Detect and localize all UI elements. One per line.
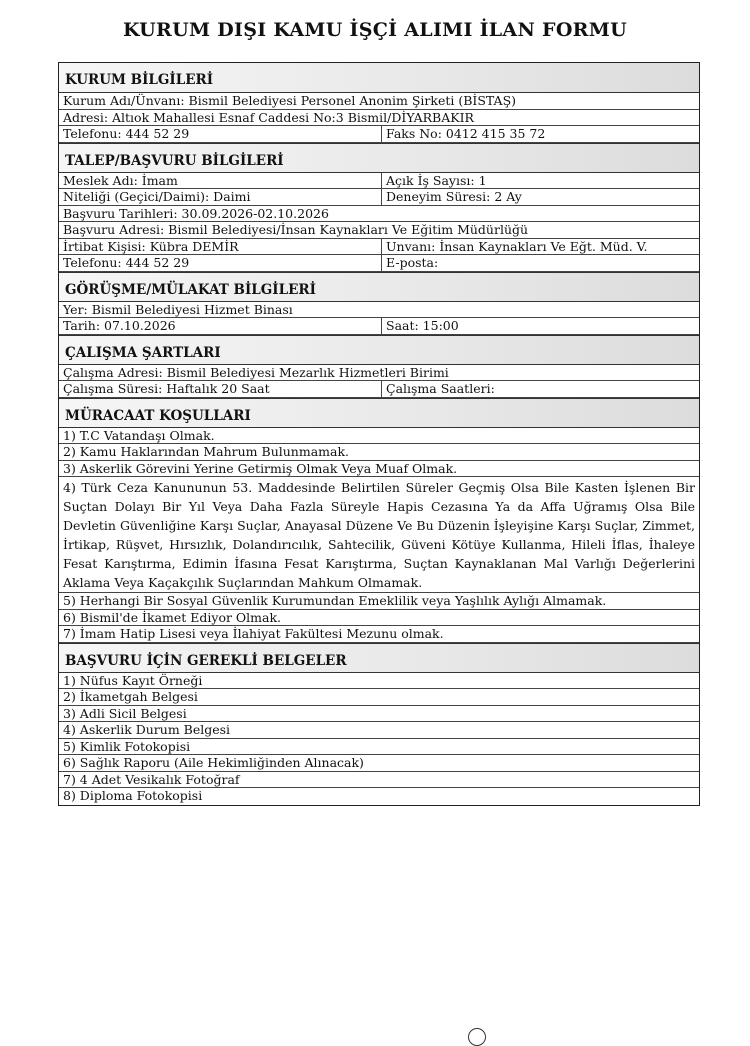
document-text: 4) Askerlik Durum Belgesi [63,722,231,737]
document-item [59,755,699,772]
condition-text: 3) Askerlik Görevini Yerine Getirmiş Olmak Veya Muaf Olmak. [63,460,458,476]
document-item [59,722,699,739]
document-item [59,706,699,723]
form-row [59,255,699,272]
document-item [59,788,699,805]
document-text: 7) 4 Adet Vesikalık Fotoğraf [63,771,240,787]
document-text: 3) Adli Sicil Belgesi [63,705,187,721]
condition-text: 1) T.C Vatandaşı Olmak. [63,427,215,443]
gorusme-yer: Yer: Bismil Belediyesi Hizmet Binası [63,301,293,317]
kurum-faks: Faks No: 0412 415 35 72 [386,126,546,141]
kurum-telefon: Telefonu: 444 52 29 [59,126,382,142]
basvuru-tarihleri: Başvuru Tarihleri: 30.09.2026-02.10.2026 [63,205,329,221]
form-row [59,302,699,319]
calisma-adresi: Çalışma Adresi: Bismil Belediyesi Mezarlık Hizmetleri Birimi [63,364,449,380]
condition-text: 2) Kamu Haklarından Mahrum Bulunmamak. [63,444,349,459]
deneyim-suresi: Deneyim Süresi: 2 Ay [386,189,522,204]
section-heading-muracaat: MÜRACAAT KOŞULLARI [59,398,699,428]
form-row [59,93,699,110]
kurum-adi: Kurum Adı/Ünvanı: Bismil Belediyesi Personel Anonim Şirketi (BİSTAŞ) [63,93,517,108]
condition-text: 7) İmam Hatip Lisesi veya İlahiyat Fakültesi Mezunu olmak. [63,626,444,641]
section-heading-kurum: KURUM BİLGİLERİ [59,63,699,93]
condition-item [59,461,699,478]
document-text: 2) İkametgah Belgesi [63,689,198,704]
document-text: 6) Sağlık Raporu (Aile Hekimliğinden Alınacak) [63,755,364,770]
condition-item-long: 4) Türk Ceza Kanununun 53. Maddesinde Belirtilen Süreler Geçmiş Olsa Bile Kasten İşlenen Bir Suçtan Dolayı Bir Yıl Veya Daha Fazla Süreyle Hapis Cezasına Ya da Affa Uğramış Olsa Bile Devletin Güvenliğine Karşı Suçlar, Anayasal Düzene Ve Bu Düzenin İşleyişine Karşı Suçlar, Zimmet, İrtikap, Rüşvet, Hırsızlık, Dolandırıcılık, Sahtecilik, Güveni Kötüye Kullanma, Hileli İflas, İhaleye Fesat Karıştırma, Edimin İfasına Fesat Karıştırma, Suçtan Kaynaklanan Mal Varlığı Değerlerini Aklama Veya Kaçakçılık Suçlarından Mahkum Olmamak. [59,477,699,593]
document-text: 5) Kimlik Fotokopisi [63,738,191,754]
condition-text: 5) Herhangi Bir Sosyal Güvenlik Kurumundan Emeklilik veya Yaşlılık Aylığı Almamak. [63,593,607,608]
document-item [59,689,699,706]
section-heading-talep: TALEP/BAŞVURU BİLGİLERİ [59,143,699,173]
irtibat-kisisi: İrtibat Kişisi: Kübra DEMİR [59,239,382,255]
condition-item [59,428,699,445]
meslek-adi: Meslek Adı: İmam [59,173,382,189]
form-title: KURUM DIŞI KAMU İŞÇİ ALIMI İLAN FORMU [123,19,627,41]
form-row [59,189,699,206]
gorusme-saat: Saat: 15:00 [386,318,459,333]
page-mark-circle [468,1028,486,1046]
section-heading-belgeler: BAŞVURU İÇİN GEREKLİ BELGELER [59,643,699,673]
form-row [59,126,699,143]
document-text: 8) Diploma Fotokopisi [63,788,203,803]
talep-telefon: Telefonu: 444 52 29 [59,255,382,271]
condition-item [59,444,699,461]
form-row [59,239,699,256]
document-item [59,739,699,756]
talep-eposta: E-posta: [386,255,439,270]
document-item [59,772,699,789]
form-row [59,206,699,223]
condition-item [59,593,699,610]
nitelik: Niteliği (Geçici/Daimi): Daimi [59,189,382,205]
document-text: 1) Nüfus Kayıt Örneği [63,672,203,688]
form-row [59,381,699,398]
kurum-adres: Adresi: Altıok Mahallesi Esnaf Caddesi No:3 Bismil/DİYARBAKIR [63,109,474,125]
condition-text: 6) Bismil'de İkamet Ediyor Olmak. [63,609,282,625]
irtibat-unvan: Unvanı: İnsan Kaynakları Ve Eğt. Müd. V. [386,238,648,254]
condition-item [59,626,699,643]
calisma-saatleri: Çalışma Saatleri: [386,381,495,396]
form-row [59,222,699,239]
section-heading-gorusme: GÖRÜŞME/MÜLAKAT BİLGİLERİ [59,272,699,302]
section-heading-calisma: ÇALIŞMA ŞARTLARI [59,335,699,365]
document-item [59,673,699,690]
acik-is-sayisi: Açık İş Sayısı: 1 [386,172,487,188]
basvuru-adresi: Başvuru Adresi: Bismil Belediyesi/İnsan Kaynakları Ve Eğitim Müdürlüğü [63,222,529,237]
form-row [59,318,699,335]
form-row [59,365,699,382]
condition-item [59,610,699,627]
announcement-form [58,62,700,806]
form-row [59,110,699,127]
gorusme-tarih: Tarih: 07.10.2026 [59,318,382,334]
form-row [59,173,699,190]
calisma-suresi: Çalışma Süresi: Haftalık 20 Saat [59,381,382,397]
